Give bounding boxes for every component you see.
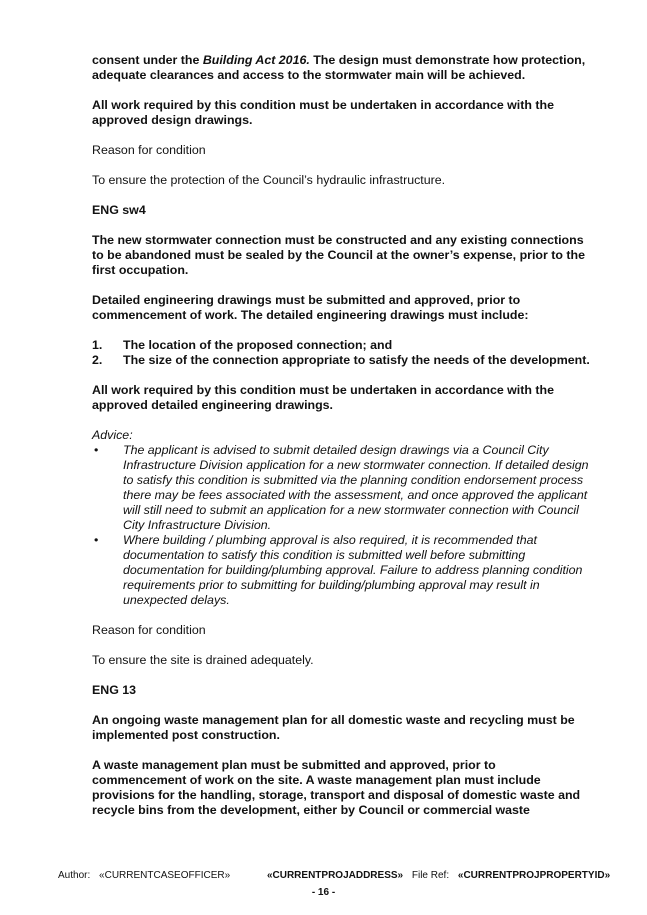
sw4-advice-list [92, 443, 592, 608]
intro-text-end: The design must demonstrate how protection, adequate clearances and access to the stormwater main will be achieved. [92, 53, 586, 82]
advice-item [92, 443, 592, 533]
footer-file-ref [412, 870, 616, 881]
condition-code-eng13: ENG 13 [92, 683, 137, 697]
footer-file-ref-value: «CURRENTPROJPROPERTYID» [457, 870, 611, 881]
advice-item [92, 533, 592, 608]
list-item [92, 338, 592, 353]
footer-author [58, 870, 236, 881]
sw4-work-required: All work required by this condition must be undertaken in accordance with the approved detailed engineering drawings. [92, 383, 554, 412]
bullet-icon: • [94, 533, 99, 547]
sw4-reason-text: To ensure the site is drained adequately. [92, 653, 314, 667]
list-item [92, 353, 592, 368]
intro-text-start: consent under the [92, 53, 203, 67]
sw4-para-2: Detailed engineering drawings must be submitted and approved, prior to commencement of work. The detailed engineering drawings must include: [92, 293, 529, 322]
list-item-number: 1. [92, 338, 103, 352]
sw-prev-work-required: All work required by this condition must be undertaken in accordance with the approved design drawings. [92, 98, 554, 127]
page-number: - 16 - [311, 887, 336, 898]
footer-address: «CURRENTPROJADDRESS» [266, 870, 404, 881]
eng13-para-1: An ongoing waste management plan for all domestic waste and recycling must be implemented post construction. [92, 713, 575, 742]
list-item-text: The location of the proposed connection; and [123, 338, 393, 352]
advice-item-text: The applicant is advised to submit detailed design drawings via a Council City Infrastructure Division application for a new stormwater connection. If detailed design to satisfy this condition is submitted via the planning condition endorsement process there may be fees associated with the assessment, and once approved the applicant will still need to submit an application for a new stormwater connection with Council City Infrastructure Division. [123, 443, 589, 532]
footer-author-value: «CURRENTCASEOFFICER» [99, 870, 231, 881]
building-act-reference: Building Act 2016. [202, 53, 310, 67]
footer-author-label: Author: [58, 870, 91, 881]
sw4-drawing-requirements-list [92, 338, 592, 368]
sw-prev-reason-text: To ensure the protection of the Council’s hydraulic infrastructure. [92, 173, 446, 187]
footer-file-ref-label: File Ref: [411, 870, 450, 881]
intro-paragraph [92, 53, 592, 83]
eng13-para-2: A waste management plan must be submitted and approved, prior to commencement of work on the site. A waste management plan must include provisions for the handling, storage, transport and disposal of domestic waste and recycle bins from the development, either by Council or commercial waste [92, 758, 581, 817]
sw4-reason-heading: Reason for condition [92, 623, 206, 637]
sw4-advice-label: Advice: [92, 428, 133, 442]
condition-code-sw4: ENG sw4 [92, 203, 146, 217]
sw-prev-reason-heading: Reason for condition [92, 143, 206, 157]
footer-meta [58, 870, 622, 882]
page-body [92, 53, 592, 833]
bullet-icon: • [94, 443, 99, 457]
list-item-number: 2. [92, 353, 103, 367]
list-item-text: The size of the connection appropriate to satisfy the needs of the development. [123, 353, 590, 367]
sw4-para-1: The new stormwater connection must be constructed and any existing connections to be abandoned must be sealed by the Council at the owner’s expense, prior to the first occupation. [92, 233, 585, 277]
advice-item-text: Where building / plumbing approval is also required, it is recommended that documentation to satisfy this condition is submitted well before submitting documentation for building/plumbing approval. Failure to address planning condition requirements prior to submitting for building/plumbing approval may result in unexpected delays. [123, 533, 583, 607]
